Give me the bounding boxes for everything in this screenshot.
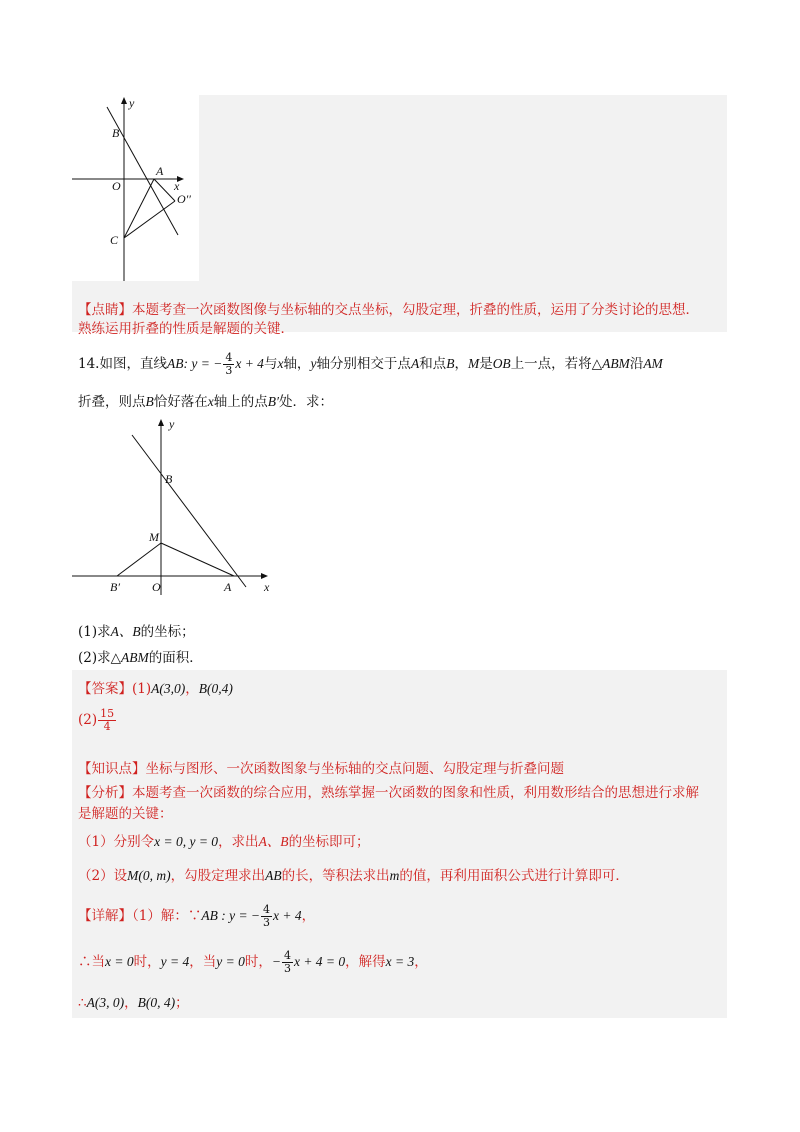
fig2-label-b: B [165, 472, 173, 486]
knowledge-text: 坐标与图形、一次函数图象与坐标轴的交点问题、勾股定理与折叠问题 [145, 761, 564, 777]
detail-text: ； [175, 995, 189, 1011]
analysis-step-1 [78, 830, 370, 850]
q14-text: 沿 [629, 356, 644, 372]
analysis-step2-var: m [389, 868, 400, 883]
q14-sub-1 [78, 620, 195, 640]
detail-eq: x = 0 [105, 954, 134, 969]
fig2-segment-mbprime [117, 543, 161, 576]
q14-y: y [310, 356, 317, 371]
fig1-label-o: O [112, 179, 121, 193]
detail-text: （1）解：∵ [132, 908, 202, 924]
fig1-label-x: x [174, 179, 180, 193]
q14-text: 和点 [419, 356, 447, 372]
detail-line-1 [78, 904, 315, 929]
fig1-segment-co [124, 201, 175, 238]
note-line-1 [78, 298, 699, 318]
detail-tag: 【详解】 [78, 908, 132, 924]
q14-sub1-text: (1)求 [78, 624, 111, 640]
analysis-text-2: 是解题的关键： [78, 806, 173, 822]
analysis-line-2 [78, 802, 173, 822]
detail-eq: y = 0 [216, 954, 245, 969]
answer-line-1 [78, 677, 233, 697]
analysis-step-2 [78, 864, 629, 884]
detail-text: 时， [133, 954, 161, 970]
fig2-x-arrow [261, 573, 268, 579]
q14-x: x [277, 356, 284, 371]
answer-part-1: (1) [132, 681, 152, 697]
q14-point-a: A [410, 356, 420, 371]
q14-point-m: M [467, 356, 480, 371]
analysis-step1-points: A、B [258, 834, 289, 849]
q14-point-b: B [446, 356, 455, 371]
detail-text: ， [414, 954, 428, 970]
q14-text: 处．求： [278, 394, 333, 410]
fig2-label-y: y [169, 417, 175, 431]
fig1-label-c: C [110, 233, 119, 247]
detail-eq: AB : y = − [201, 908, 261, 923]
answer-a-coord: A(3,0) [151, 681, 186, 696]
note-tag: 【点睛】 [78, 302, 132, 318]
q14-fraction [223, 352, 234, 377]
q14-text: 是 [479, 356, 493, 372]
q14-x: x [207, 394, 214, 409]
detail-frac-num: 4 [283, 949, 291, 962]
fig2-line-ab [132, 435, 246, 587]
detail-text: 时， [244, 954, 272, 970]
knowledge-tag: 【知识点】 [78, 761, 146, 777]
analysis-step2-text: 的值，再利用面积公式进行计算即可． [399, 868, 629, 884]
detail-text: ∴ [78, 995, 87, 1011]
note-line-2 [78, 317, 294, 337]
q14-sub1-text: 的坐标； [140, 624, 195, 640]
answer-part-2: (2) [78, 712, 98, 728]
q14-text: 折叠，则点 [78, 394, 146, 410]
fig1-label-b: B [112, 126, 120, 140]
detail-eq: B(0, 4) [137, 995, 176, 1010]
detail-frac-den: 3 [263, 916, 271, 929]
detail-text: ，当 [189, 954, 217, 970]
analysis-step1-text: ，求出 [218, 834, 259, 850]
detail-eq: x + 4 [273, 908, 302, 923]
q14-text: 与 [263, 356, 278, 372]
answer-tag: 【答案】 [78, 681, 132, 697]
q14-eq-tail: x + 4 [235, 356, 264, 371]
fig1-label-a: A [156, 164, 164, 178]
fig2-label-m: M [149, 530, 159, 544]
analysis-step1-eq: x = 0, y = 0 [154, 834, 219, 849]
answer-sep: ， [185, 681, 199, 697]
fig1-segment-ca [124, 179, 154, 238]
analysis-step1-text: （1）分别令 [78, 834, 155, 850]
q14-text: 轴上的点 [213, 394, 268, 410]
analysis-text-1: 本题考查一次函数的综合应用，熟练掌握一次函数的图象和性质，利用数形结合的思想进行求解 [132, 785, 699, 801]
detail-line-2 [78, 950, 428, 975]
detail-line-3 [78, 991, 189, 1011]
q14-point-b: B [145, 394, 154, 409]
q14-text: 上一点，若将 [510, 356, 592, 372]
q14-ab: AB [166, 356, 184, 371]
q14-point-bprime: B′ [267, 394, 279, 409]
q14-text: ， [454, 356, 468, 372]
q14-text: 轴分别相交于点 [316, 356, 411, 372]
detail-text: ∴当 [78, 954, 105, 970]
fig2-label-o: O [152, 580, 161, 594]
fig1-label-y: y [129, 96, 135, 110]
q14-number: 14. [78, 356, 100, 372]
analysis-line-1 [78, 781, 699, 801]
figure-2 [72, 415, 282, 600]
detail-fraction [261, 904, 272, 929]
q14-line-1 [78, 352, 663, 377]
detail-fraction [282, 950, 293, 975]
q14-frac-den: 3 [225, 364, 233, 377]
answer-b-coord: B(0,4) [198, 681, 233, 696]
knowledge-line [78, 757, 564, 777]
fig2-segment-ma [161, 543, 234, 576]
fig2-y-arrow [158, 419, 164, 426]
q14-text: 轴， [283, 356, 311, 372]
answer-fraction [98, 708, 116, 733]
analysis-step1-text: 的坐标即可； [288, 834, 370, 850]
answer-frac-den: 4 [103, 720, 111, 733]
detail-text: ，解得 [345, 954, 386, 970]
fig2-label-bprime: B′ [110, 580, 120, 594]
q14-triangle: △ABM [591, 356, 630, 371]
fig2-label-a: A [224, 580, 232, 594]
detail-text: ， [301, 908, 316, 924]
detail-eq: y = 4 [160, 954, 190, 969]
detail-eq: − [271, 954, 281, 969]
detail-eq: x + 4 = 0 [293, 954, 346, 969]
q14-text: 恰好落在 [153, 394, 208, 410]
detail-eq: x = 3 [385, 954, 415, 969]
q14-ob: OB [492, 356, 511, 371]
analysis-step2-text: （2）设 [78, 868, 128, 884]
answer-frac-num: 15 [100, 707, 115, 720]
detail-text: ， [124, 995, 138, 1011]
note-text-1: 本题考查一次函数图像与坐标轴的交点坐标，勾股定理，折叠的性质，运用了分类讨论的思想． [132, 302, 699, 318]
detail-eq: A(3, 0) [86, 995, 125, 1010]
fig2-label-x: x [264, 580, 270, 594]
note-text-2: 熟练运用折叠的性质是解题的关键． [78, 321, 294, 337]
q14-text: 如图，直线 [99, 356, 167, 372]
analysis-step2-text: 的长，等积法求出 [281, 868, 390, 884]
analysis-step2-ab: AB [265, 868, 282, 883]
analysis-step2-m: M(0, m) [127, 868, 171, 883]
q14-sub1-points: A、B [110, 624, 141, 639]
q14-am: AM [643, 356, 663, 371]
analysis-step2-text: ，勾股定理求出 [170, 868, 266, 884]
analysis-tag: 【分析】 [78, 785, 132, 801]
q14-eq-lead: : y = − [183, 356, 223, 371]
fig1-label-o2: O′′ [177, 192, 191, 206]
q14-frac-num: 4 [225, 351, 233, 364]
answer-line-2 [78, 708, 117, 733]
detail-frac-den: 3 [283, 962, 291, 975]
q14-sub2-text: (2)求 [78, 650, 111, 666]
q14-sub2-triangle: △ABM [110, 650, 149, 665]
q14-sub2-text: 的面积． [148, 650, 203, 666]
figure-1 [72, 95, 232, 285]
detail-frac-num: 4 [263, 903, 271, 916]
fig1-y-arrow [121, 97, 127, 104]
q14-line-2 [78, 390, 333, 410]
q14-sub-2 [78, 646, 203, 666]
